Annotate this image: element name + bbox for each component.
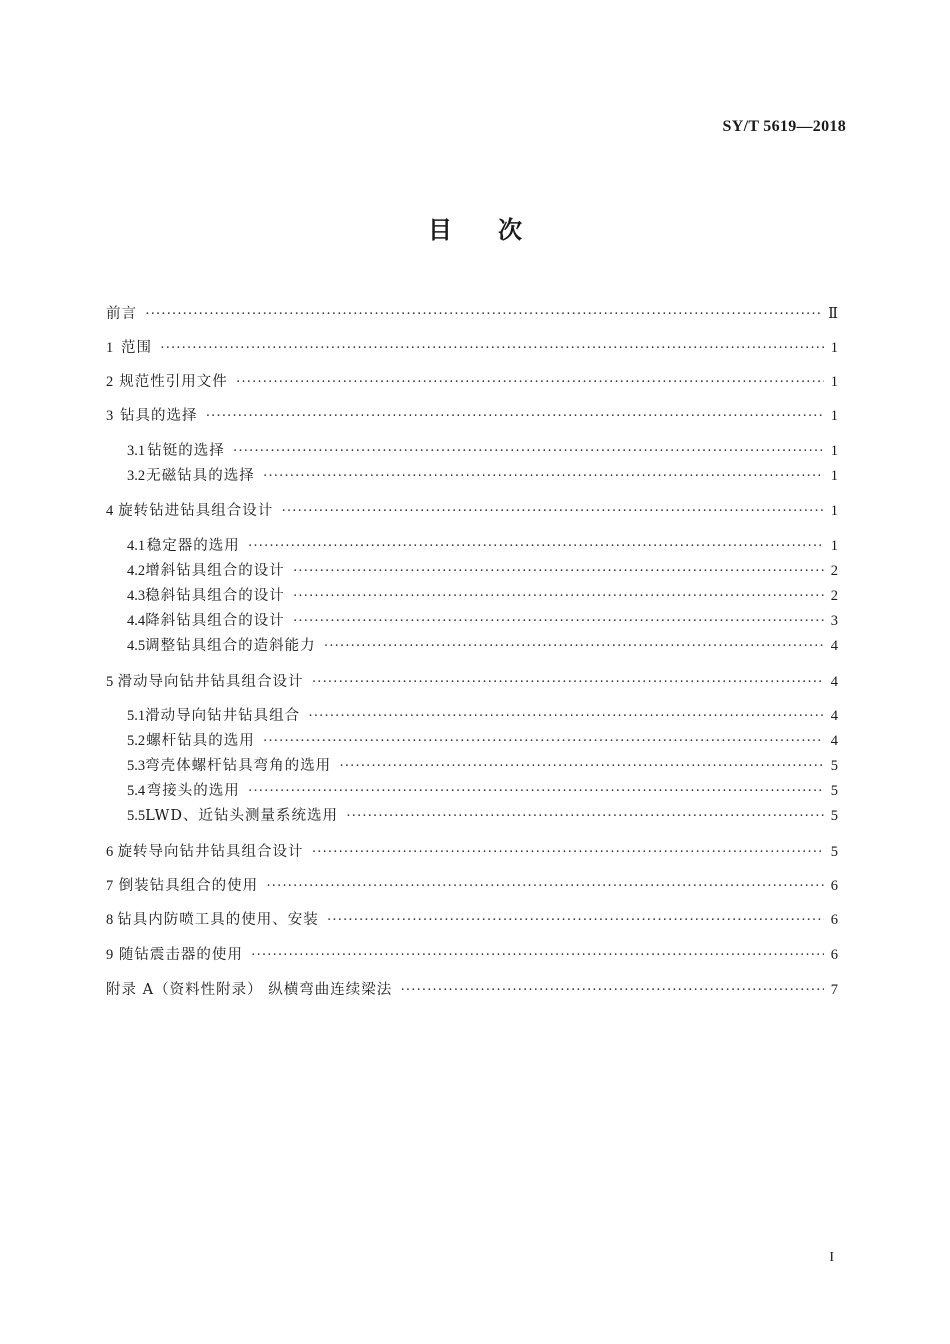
toc-label: 附录 A（资料性附录） 纵横弯曲连续梁法 — [106, 982, 393, 998]
toc-label: 稳定器的选用 — [146, 538, 240, 554]
toc-number: 8 — [106, 912, 114, 928]
toc-leader-dots — [346, 804, 824, 828]
toc-page-number: 4 — [830, 638, 838, 654]
toc-number: 4 — [106, 503, 114, 519]
toc-leader-dots — [293, 584, 824, 608]
toc-number: 4.2 — [127, 563, 146, 579]
toc-page-number: 6 — [830, 947, 838, 963]
toc-label: 增斜钻具组合的设计 — [145, 563, 285, 579]
toc-page-number: 7 — [830, 982, 838, 998]
toc-entry[interactable] — [106, 874, 838, 898]
toc-leader-dots — [400, 978, 824, 1002]
toc-label: 弯壳体螺杆钻具弯角的选用 — [145, 758, 332, 774]
toc-number: 5 — [106, 674, 114, 690]
toc-entry[interactable] — [106, 499, 838, 523]
toc-entry[interactable] — [106, 840, 838, 864]
toc-page-number: 5 — [830, 808, 838, 824]
toc-entry[interactable] — [106, 908, 838, 932]
toc-subentry[interactable] — [127, 704, 838, 728]
toc-label: 随钻震击器的使用 — [118, 947, 243, 963]
toc-number: 3.1 — [127, 443, 146, 459]
toc-leader-dots — [248, 779, 824, 803]
toc-page-number: 5 — [830, 758, 838, 774]
toc-page-number: 1 — [830, 374, 838, 390]
toc-subentry[interactable] — [127, 559, 838, 583]
toc-page-number: 1 — [830, 443, 838, 459]
toc-leader-dots — [324, 634, 824, 658]
toc-label: LWD、近钻头测量系统选用 — [145, 808, 339, 824]
toc-leader-dots — [236, 370, 824, 394]
toc-label: 钻具的选择 — [119, 408, 198, 424]
toc-entry-appendix-a[interactable] — [106, 978, 838, 1002]
toc-entry[interactable] — [106, 336, 838, 360]
toc-subentry[interactable] — [127, 584, 838, 608]
toc-page-number: 4 — [830, 733, 838, 749]
toc-page-number: 5 — [830, 844, 838, 860]
toc-subentry[interactable] — [127, 609, 838, 633]
toc-entry[interactable] — [106, 943, 838, 967]
toc-number: 5.3 — [127, 758, 146, 774]
toc-label: 稳斜钻具组合的设计 — [145, 588, 285, 604]
toc-number: 5.1 — [127, 708, 146, 724]
toc-entry[interactable] — [106, 370, 838, 394]
toc-subentry[interactable] — [127, 464, 838, 488]
toc-subentry[interactable] — [127, 534, 838, 558]
toc-leader-dots — [293, 609, 824, 633]
toc-leader-dots — [308, 704, 824, 728]
toc-leader-dots — [293, 559, 824, 583]
toc-leader-dots — [233, 439, 824, 463]
toc-leader-dots — [266, 874, 824, 898]
toc-subentry[interactable] — [127, 439, 838, 463]
toc-page-number: 6 — [830, 912, 838, 928]
toc-number: 7 — [106, 878, 114, 894]
toc-number: 5.4 — [127, 783, 146, 799]
toc-number: 4.4 — [127, 613, 146, 629]
toc-entry[interactable] — [106, 670, 838, 694]
toc-subentry[interactable] — [127, 804, 838, 828]
toc-label: 旋转钻进钻具组合设计 — [118, 503, 274, 519]
toc-leader-dots — [263, 464, 824, 488]
toc-page-number: 5 — [830, 783, 838, 799]
toc-entry[interactable] — [106, 404, 838, 428]
toc-number: 5.2 — [127, 733, 146, 749]
toc-subentry[interactable] — [127, 754, 838, 778]
toc-number: 1 — [106, 340, 114, 356]
toc-label: 前言 — [106, 306, 137, 322]
toc-entry-foreword[interactable] — [106, 302, 838, 326]
toc-label: 倒装钻具组合的使用 — [118, 878, 259, 894]
toc-leader-dots — [263, 729, 824, 753]
toc-page-number: 1 — [830, 538, 838, 554]
toc-page-number: 4 — [830, 708, 838, 724]
toc-leader-dots — [312, 670, 824, 694]
toc-label: 规范性引用文件 — [119, 374, 228, 390]
toc-page-number: 1 — [830, 340, 838, 356]
toc-label: 滑动导向钻井钻具组合设计 — [117, 674, 304, 690]
toc-label: 降斜钻具组合的设计 — [145, 613, 285, 629]
toc-label: 无磁钻具的选择 — [146, 468, 255, 484]
toc-number: 6 — [106, 844, 114, 860]
toc-leader-dots — [339, 754, 824, 778]
toc-subentry[interactable] — [127, 779, 838, 803]
toc-page-number: 1 — [830, 503, 838, 519]
toc-leader-dots — [160, 336, 824, 360]
toc-page-number: 1 — [830, 468, 838, 484]
toc-label: 钻铤的选择 — [147, 443, 225, 459]
toc-leader-dots — [251, 943, 824, 967]
toc-page-number: 3 — [830, 613, 838, 629]
toc-label: 旋转导向钻井钻具组合设计 — [117, 844, 304, 860]
toc-number: 9 — [106, 947, 114, 963]
toc-leader-dots — [327, 908, 824, 932]
toc-label: 钻具内防喷工具的使用、安装 — [117, 912, 319, 928]
page-title: 目次 — [428, 216, 568, 244]
toc-leader-dots — [312, 840, 824, 864]
toc-number: 2 — [106, 374, 114, 390]
toc-leader-dots — [248, 534, 824, 558]
toc-subentry[interactable] — [127, 729, 838, 753]
toc-number: 4.5 — [127, 638, 146, 654]
toc-label: 调整钻具组合的造斜能力 — [145, 638, 316, 654]
toc-page-number: Ⅱ — [828, 306, 838, 322]
toc-page-number: 1 — [830, 408, 838, 424]
standard-code: SY/T 5619—2018 — [722, 118, 846, 135]
toc-page-number: 4 — [830, 674, 838, 690]
toc-label: 范围 — [120, 340, 152, 356]
toc-page-number: 2 — [830, 563, 838, 579]
toc-subentry[interactable] — [127, 634, 838, 658]
toc-leader-dots — [205, 404, 824, 428]
toc-page-number: 6 — [830, 878, 838, 894]
toc-number: 3.2 — [127, 468, 146, 484]
toc-leader-dots — [145, 302, 822, 326]
footer-page-number: I — [829, 1250, 834, 1265]
toc-number: 5.5 — [127, 808, 146, 824]
toc-label: 滑动导向钻井钻具组合 — [145, 708, 301, 724]
toc-page-number: 2 — [830, 588, 838, 604]
toc-number: 3 — [106, 408, 114, 424]
toc-number: 4.3 — [127, 588, 146, 604]
toc-label: 螺杆钻具的选用 — [146, 733, 255, 749]
toc-label: 弯接头的选用 — [146, 783, 240, 799]
toc-number: 4.1 — [127, 538, 146, 554]
toc-leader-dots — [281, 499, 824, 523]
